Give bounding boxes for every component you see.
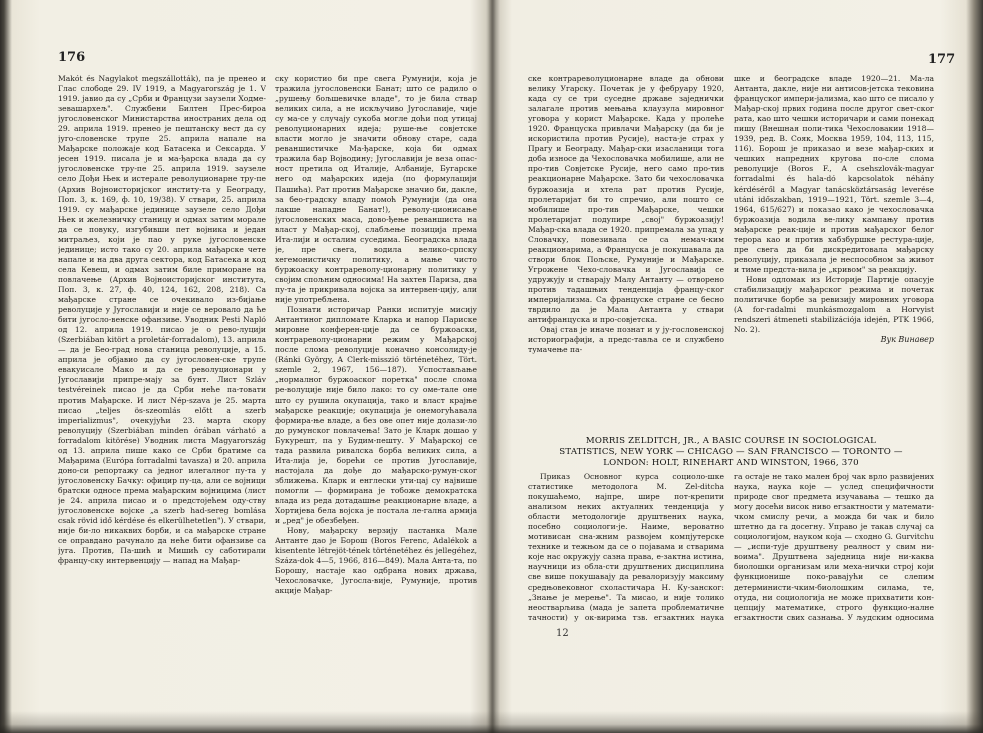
review-col1-paragraph: Приказ Основног курса социоло-шке статистике методолога M. Zel-ditcha покушаћемо, најпре, ширe пот-крепити анализом неких актуалних тенденција у области методологије друштвених наука, посебно социологи-је. Наиме, вероватно мотивисан сна-жним развојем компјутерске технике и тежњом да се о појавама и стварима које нас окружују сазна права, е-зактна истина, научници из обла-сти друштвених дисциплина све више покушавају да ревалоризују максиму средњовековног схоластичара Н. Ку-занског: „Знање је мерење". Та мисао, и није толико неоствaрљива (мада је запета проблематичне тачности) у ок-вирима тзв. егзактних наука bbox=[528, 472, 724, 622]
review-header-line-2: STATISTICS, NEW YORK — CHICAGO — SAN FRANCISCO — TORONTO — bbox=[559, 447, 903, 457]
right-page-number: 177 bbox=[928, 52, 956, 67]
right-col2-paragraph-2: Нови одломак из Историје Партије опасује стабилизацију мађарског режима и почетак политичке борбе за ревизију мировних уговора (A for-radalmi munkásmozgalom a Horvyist rendszeri átmeneti stabilizációja idején, PTK 1966, No. 2). bbox=[734, 274, 934, 335]
footer-signature-number: 12 bbox=[556, 628, 569, 639]
left-page-column-1 bbox=[58, 74, 266, 702]
review-header bbox=[528, 436, 934, 469]
review-column-2 bbox=[734, 472, 934, 624]
page-bottom-edge bbox=[0, 711, 983, 733]
right-page-column-2 bbox=[734, 74, 934, 384]
right-col1-paragraph-2: Овај став је иначе познат и у ју-гословенској историографији, а предс-тавља се и службено тумачење па- bbox=[528, 325, 724, 355]
book-gutter bbox=[486, 0, 500, 733]
left-col1-paragraph: Makót és Nagylakot megszállották), па је пренео и Глас слободе 29. IV 1919, а Magyarország je 1. V 1919. јавио да су „Срби и Французи заузели Ходме-зевашархељ". Службени Билтен Прес-бироа југословенског Министарства иностраних дела од 29. априла 1919. пренео је пештанску вест да су југо-словенске трупе 25. априла напале на Мађарске положаје код Батасека и Сексарда. У јесен 1919. писала је и ма-ђарска влада да су југословенске тру-пе 25. априла 1919. заузеле село Дођи Њек и истерале револуционарне тру-пе (Архив Војноисторијског институ-та у Београду, Поп. 3, к. 169, ф. 10, 19/38). У ствари, 25. априла 1919. су мађарске јединице заузеле село Дођи Њек и железничку станицу и одмах затим морале да се повуку, изгубивши пет војника и један митраљез, који је пао у руке југословенске јединице; исто тако су 20. априла мађарске чете напале и на два друга сектора, код Батасека и код села Кевеш, и одмах затим биле приморане на повлачење (Архив Војноисторијског института, Поп. 3, к. 27, ф. 40, 124, 162, 208, 218). Са мађарске стране се очекивало из-бијање револуције у Југославији и није се веровало да ће бити југосло-венске офанзиве. Уводник Pesti Napló од 12. априла 1919. писао је о рево-луцији (Szerbiában kitört a proletár-forradalom), 13. априла — да је Бео-град нова станица револуције, а 15. априла је објавио да су југословен-ске трупе евакуисале Мако и да се револуционари у Југославији припре-мају за бунт. Лист Szláv testvéreinek писао је да Срби неће па-товати против Мађарске. И лист Nép-szava је 25. марта писао „teljes ös-szeomlás előtt a szerb imperializmus", очекујући 23. марта скору револуцију (Szerbiában minden órában várható a forradalom kitörése) Уводник листа Magyarország од 13. априла пише како се Срби братиме са Мађарима (Európa forradalmi tavasza) и 20. априла доно-си репортажу са једног илегалног пу-та у југословенску Бачку: официр пу-ца, али се војници братски односе према мађарским војницима (лист је 24. априла писао и о предстојећем оду-ству југословенске војске „a szerb had-sereg bomlása csak rövid idő kérdése és elkerülhetetlen"). У ствари, није би-ло никаквих борби, и са мађарске стране се оправдано рачунало да неће бити офанзиве са југа. Против, Па-шић и Мишић су саботирали францу-ску интервенцију — напад на Мађар- bbox=[58, 74, 266, 566]
review-header-line-1: MORRIS ZELDITCH, JR., A BASIC COURSE IN SOCIOLOGICAL bbox=[585, 436, 877, 446]
left-page-column-2 bbox=[275, 74, 477, 702]
right-page-column-1 bbox=[528, 74, 724, 386]
right-col1-paragraph-1: ске контрареволуционарне владе да обнови велику Угарску. Почетак је у фебруару 1920, када су се три суседне државе заједнички залагале против мењања клаузула мировног уговора у корист Мађарске. Када у пролеће 1920. Француска привлачи Мађарску (да би је искористила против Русије), наста-је страх у Прагу и Београду. Мађар-ски изасланици тога доба износе да Чехословачка мобилише, али не про-тив Совјетске Русије, него само про-тив реакционарне Мађарске. Зато би чехословачка буржоазија и хтела рат против Русије, пролетаријат би то спречио, али пошто се мобилише про-тив Мађарске, чешки пролетаријат подупире „свој" буржоазију! Мађар-ска влада се 1920. припремала за упад у Словачку, повезивала се са немач-ким реакционарима, а Француска је покушавала да створи блок Пољске, Румуније и Мађарске. Угрожене Чехо-словачка и Југославија се удружују и стварају Малу Антанту — отворено против тадашњих тенденција францу-ског империјализма. Са француске стране се бесно тврдило да је Мала Антанта у ствари антифранцуска и про-совјетска. bbox=[528, 74, 724, 325]
right-col2-paragraph-1: шке и београдске владе 1920—21. Ма-ла Антанта, дакле, није ни антисов-јетска тековина француског импери-јализма, као што се писало у Мађар-ској првих година после другог свет-ског рата, као што чешки историчари и сами понекад пишу (Внешная поли-тика Чехословакии 1918—1939, ред. В. Сояк, Москва 1959, 104, 113, 115, 116). Борош је приказао и везе мађар-ских и чешких напредних кругова по-сле слома револуције (Boros F., A csehszlovák-magyar forradalmi és hala-dó kapcsolatok néhány kérdéséről a Magyar tanácsköztársaság leverése utáni időszakban, 1919—1921, Tört. szemle 3—4, 1964, 615/627) и показао како је чехословачка буржоазија водила ве-лику кампању против мађарске реак-ције и против мађарског белог терора као и против хабзбуршке рестура-ције, пре свега да би дискредитовала мађарску револуцију, приказала је неспособном за живот и тиме предста-вила је „кривом" за реакцију. bbox=[734, 74, 934, 274]
review-header-line-3: LONDON: HOLT, RINEHART AND WINSTON, 1966, 370 bbox=[603, 458, 859, 468]
left-page-number: 176 bbox=[58, 50, 86, 65]
review-col2-paragraph: га остаје не тако мален број чак врло развијених наука, наука које — услед специфичности природе свог предмета изучавања — тешко да могу досећи висок ниво егзактности у математи-чком смислу речи, а можда би чак и било штетно да га досегну. Управо је такав случај са социологијом, науком која — сходно G. Gurvitchu — „испи-тује друштвену реалност у свим ни-воима". Друштвена заједница није ни-каква биолошки организам или меха-нички строј који функционише поко-равајући се слепим детерминисти-чким-биолошким силама, те, отуда, ни социологија не може прихватити кон-цепцију математике, строго функцио-налне егзактности свих сазнања. У људским односима bbox=[734, 472, 934, 622]
left-col2-paragraph-2: Познати историчар Ранки испитује мисију Антантиног дипломате Кларка и напор Париске мировне конферен-ције да се буржоаски, контрареволу-ционарни режим у Мађарској после слома револуције коначно консолиду-је (Ránki György, A Clerk-misszió történetéhez, Tört. szemle 2, 1967, 156—187). Успостављање „нормалног буржоаског поретка" после слома ре-волуције није било лако: то су оме-тале оне што су рушила окупација, тако и власт крајње мађарске реакције; окупација је онемогућавала формира-ње владе, а без ове опет није долази-ло до румунског повлачења! Зато је Кларк дошао у Букурешт, па у Будим-пешту. У Мађарској се тада развила ривалска борба великих сила, а Ита-лија је, борећи се против Југославије, настојала да дође до мађарско-румун-ског зближења. Кларк и енглески ути-цај су највише помогли — формирана је тобоже демократска влада из реда дотадашње реакционарне владе, а Хортијева бела војска је постала ле-гална армија и „ред" је обезбеђен. bbox=[275, 305, 477, 526]
author-signature: Вук Винавер bbox=[880, 335, 934, 345]
left-col2-paragraph-3: Нову, мађарску верзију пастанка Мале Антанте даo je Борош (Boros Ferenc, Adalékok a kisentente létrejöt-tének történetéhez és jellegéhez, Száza-dok 4—5, 1966, 816—849). Мала Анта-та, по Борошу, настаје као одбрана нових држава, Чехословачке, Југосла-вије, Румуније, против акције Мађар- bbox=[275, 526, 477, 596]
left-col2-paragraph-1: ску користио би пре свега Румунији, која је тражила југословенски Банат; што се радило о „рушењу бољшевичке владе", то је била ствар великих сила, а не искључиво Југославије, чије су ма-се у случају сукоба могле доћи под утицај револуционарних идеја; руше-ње совјетске власти могло је значити обнову старе, сада реваншистичке Ма-ђарске, која би одмах тражила бар Војводину; Југославији је веза опас-ност претила од Италије, Албаније, Бугарске него од мађарских идеја (по формулацији Пашића). Рат против Мађарске значио би, дакле, за бео-градску владу помоћ Румунији (да она лакше нападне Банат!), револу-ционисање југословенских маса, дово-ђење реваншиста на власт у Мађар-ској, слабљење позиција према Ита-лији и осталим суседима. Београдска влада је, пре свега, водила велико-српску хегемонистичку политику, а мање чисто буржоаску контрареволу-ционарну политику у своjим спољним односима! На захтев Париза, два пу-та је прикривала војска за интервен-цију, али није употребљена. bbox=[275, 74, 477, 305]
review-column-1 bbox=[528, 472, 724, 624]
